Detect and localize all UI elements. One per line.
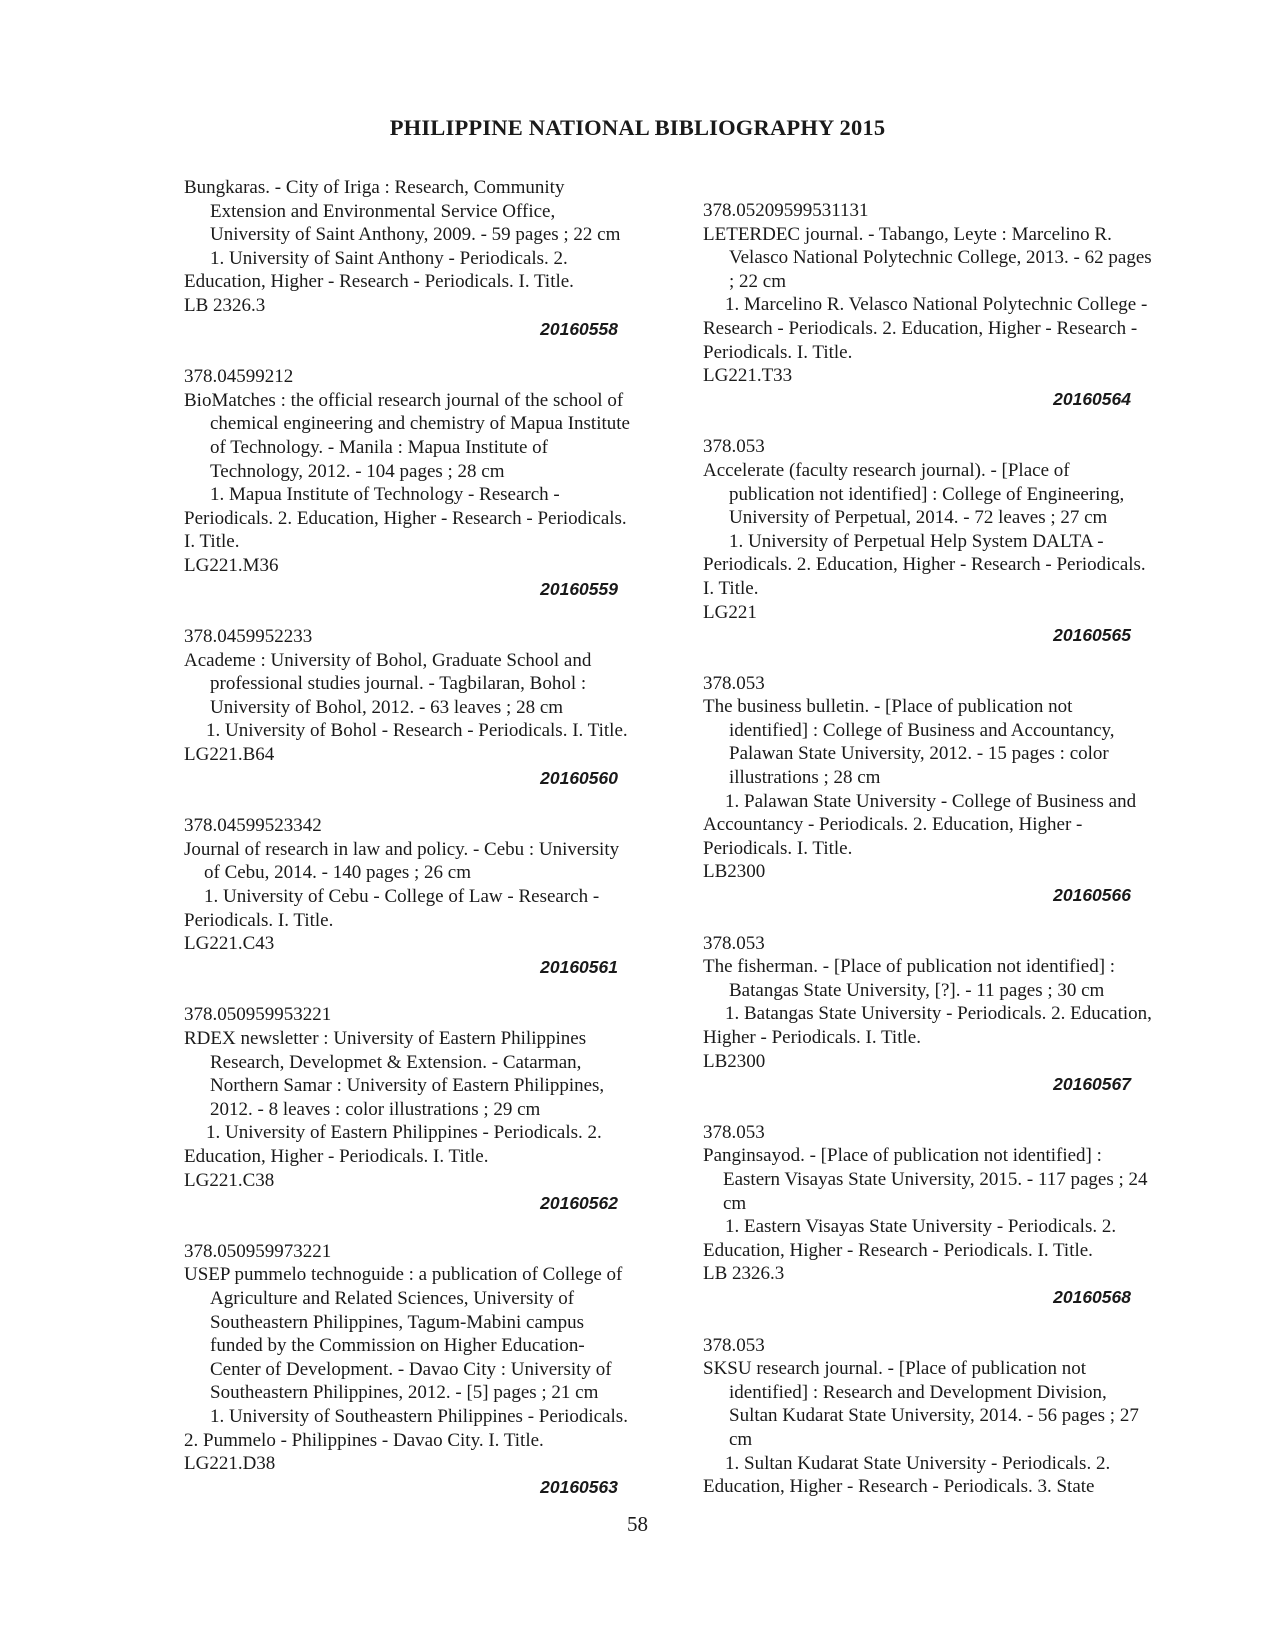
entry-number: 20160564: [1053, 388, 1131, 409]
entry-line: The business bulletin. - [Place of publication not: [703, 696, 1073, 718]
entry-number: 20160566: [1053, 885, 1131, 906]
entry-line: University of Perpetual, 2014. - 72 leaves ; 27 cm: [729, 507, 1108, 529]
entry-line: Agriculture and Related Sciences, University of: [210, 1287, 575, 1309]
entry-line: University of Bohol, 2012. - 63 leaves ; 28 cm: [210, 696, 564, 718]
entry-line: Periodicals. I. Title.: [703, 341, 853, 363]
entry-line: 1. University of Perpetual Help System DALTA -: [729, 530, 1104, 552]
entry-line: illustrations ; 28 cm: [729, 767, 881, 789]
call-number: LG221.B64: [184, 744, 275, 766]
entry-line: 1. University of Saint Anthony - Periodicals. 2.: [210, 247, 568, 269]
bibliography-entry: [184, 176, 654, 341]
bibliography-entry: [184, 1003, 654, 1215]
entry-line: RDEX newsletter : University of Eastern Philippines: [184, 1028, 587, 1049]
entry-line: 1. University of Southeastern Philippines - Periodicals.: [210, 1405, 628, 1427]
entry-line: I. Title.: [184, 531, 240, 553]
bibliography-entry: [703, 1334, 1173, 1499]
classification-number: 378.05209599531131: [703, 200, 869, 221]
call-number: LG221: [703, 601, 757, 623]
bibliography-entry: [184, 365, 654, 601]
entry-number: 20160559: [540, 578, 618, 599]
entry-line: 1. University of Bohol - Research - Periodicals. I. Title.: [206, 720, 628, 742]
classification-number: 378.04599212: [184, 366, 294, 388]
entry-number: 20160562: [540, 1193, 618, 1214]
entry-line: Periodicals. I. Title.: [703, 837, 853, 859]
entry-number: 20160565: [1053, 625, 1131, 646]
entry-line: BioMatches : the official research journal of the school of: [184, 389, 624, 411]
entry-line: Journal of research in law and policy. - Cebu : University: [184, 838, 620, 860]
entry-line: 1. Sultan Kudarat State University - Periodicals. 2.: [725, 1452, 1111, 1474]
entry-number: 20160567: [1053, 1074, 1131, 1095]
entry-line: 1. Mapua Institute of Technology - Research -: [210, 484, 560, 506]
entry-line: Palawan State University, 2012. - 15 pages : color: [729, 743, 1109, 765]
entry-line: Bungkaras. - City of Iriga : Research, Community: [184, 177, 565, 198]
entry-line: 1. University of Eastern Philippines - Periodicals. 2.: [206, 1122, 602, 1144]
entry-line: LETERDEC journal. - Tabango, Leyte : Marcelino R.: [703, 223, 1112, 245]
call-number: LB 2326.3: [703, 1263, 785, 1285]
entry-line: Education, Higher - Research - Periodicals. I. Title.: [703, 1239, 1093, 1261]
entry-line: 1. Marcelino R. Velasco National Polytechnic College -: [725, 294, 1148, 316]
call-number: LG221.M36: [184, 554, 279, 576]
call-number: LB2300: [703, 1050, 766, 1072]
entry-line: Panginsayod. - [Place of publication not identified] :: [703, 1145, 1102, 1167]
bibliography-entry: [703, 672, 1173, 908]
classification-number: 378.0459952233: [184, 626, 313, 648]
entry-line: ; 22 cm: [729, 270, 786, 292]
entry-line: Velasco National Polytechnic College, 2013. - 62 pages: [729, 247, 1152, 269]
page-title: PHILIPPINE NATIONAL BIBLIOGRAPHY 2015: [389, 115, 886, 140]
entry-line: identified] : College of Business and Accountancy,: [729, 719, 1115, 741]
entry-line: 1. Eastern Visayas State University - Periodicals. 2.: [725, 1216, 1117, 1238]
entry-line: Technology, 2012. - 104 pages ; 28 cm: [210, 460, 505, 482]
entry-number: 20160561: [540, 956, 618, 977]
entry-line: Southeastern Philippines, Tagum-Mabini campus: [210, 1311, 585, 1333]
classification-number: 378.050959953221: [184, 1004, 332, 1026]
call-number: LG221.C43: [184, 933, 275, 955]
classification-number: 378.053: [703, 1121, 765, 1143]
bibliography-entry: [703, 199, 1173, 411]
entry-line: 2012. - 8 leaves : color illustrations ; 29 cm: [210, 1098, 541, 1120]
bibliography-entry: [703, 932, 1173, 1097]
bibliography-entry: [184, 1240, 654, 1500]
entry-number: 20160563: [540, 1476, 618, 1497]
entry-line: 1. Palawan State University - College of Business and: [725, 790, 1137, 812]
classification-number: 378.053: [703, 672, 765, 694]
page-number: 58: [627, 1512, 648, 1536]
classification-number: 378.053: [703, 436, 765, 458]
entry-line: Education, Higher - Research - Periodicals. I. Title.: [184, 271, 574, 293]
entry-line: Extension and Environmental Service Office,: [210, 200, 556, 222]
entry-line: 1. University of Cebu - College of Law - Research -: [204, 886, 600, 908]
entry-line: USEP pummelo technoguide : a publication of College of: [184, 1264, 623, 1286]
entry-line: identified] : Research and Development Division,: [729, 1381, 1107, 1403]
entry-line: Education, Higher - Periodicals. I. Title.: [184, 1145, 489, 1167]
entry-line: Accelerate (faculty research journal). - [Place of: [703, 459, 1070, 481]
entry-line: chemical engineering and chemistry of Mapua Institute: [210, 413, 630, 435]
call-number: LG221.D38: [184, 1453, 276, 1475]
classification-number: 378.050959973221: [184, 1240, 332, 1262]
entry-line: Higher - Periodicals. I. Title.: [703, 1027, 921, 1048]
entry-line: Sultan Kudarat State University, 2014. - 56 pages ; 27: [729, 1405, 1139, 1427]
entry-line: 2. Pummelo - Philippines - Davao City. I. Title.: [184, 1429, 544, 1451]
bibliography-entry: [184, 625, 654, 790]
entry-line: Batangas State University, [?]. - 11 pages ; 30 cm: [729, 979, 1105, 1001]
entry-line: Eastern Visayas State University, 2015. - 117 pages ; 24: [723, 1168, 1148, 1190]
entry-line: Education, Higher - Research - Periodicals. 3. State: [703, 1476, 1095, 1498]
entry-line: Center of Development. - Davao City : University of: [210, 1358, 612, 1380]
entry-number: 20160560: [540, 767, 618, 788]
bibliography-entry: [184, 814, 654, 979]
entry-line: funded by the Commission on Higher Education-: [210, 1335, 585, 1357]
entry-number: 20160568: [1053, 1286, 1131, 1307]
entry-line: cm: [729, 1428, 753, 1450]
left-column: [184, 176, 654, 1523]
entry-line: publication not identified] : College of Engineering,: [729, 483, 1125, 505]
entry-line: Accountancy - Periodicals. 2. Education, Higher -: [703, 814, 1083, 836]
call-number: LG221.C38: [184, 1169, 275, 1191]
entry-line: 1. Batangas State University - Periodicals. 2. Education,: [725, 1003, 1152, 1025]
classification-number: 378.04599523342: [184, 815, 322, 837]
classification-number: 378.053: [703, 932, 765, 954]
entry-line: University of Saint Anthony, 2009. - 59 pages ; 22 cm: [210, 224, 621, 246]
entry-line: Academe : University of Bohol, Graduate School and: [184, 649, 592, 671]
call-number: LB2300: [703, 861, 766, 883]
entry-line: SKSU research journal. - [Place of publication not: [703, 1358, 1087, 1380]
bibliography-entry: [703, 435, 1173, 647]
call-number: LB 2326.3: [184, 294, 266, 316]
entry-line: I. Title.: [703, 577, 759, 599]
call-number: LG221.T33: [703, 365, 793, 387]
entry-line: of Cebu, 2014. - 140 pages ; 26 cm: [204, 862, 472, 884]
entry-line: Northern Samar : University of Eastern Philippines,: [210, 1075, 605, 1097]
entry-line: professional studies journal. - Tagbilaran, Bohol :: [210, 673, 587, 695]
entry-number: 20160558: [540, 318, 618, 339]
entry-line: cm: [723, 1192, 747, 1214]
entry-line: The fisherman. - [Place of publication not identified] :: [703, 956, 1116, 978]
entry-line: Southeastern Philippines, 2012. - [5] pages ; 21 cm: [210, 1382, 599, 1404]
entry-line: Periodicals. 2. Education, Higher - Research - Periodicals.: [703, 554, 1146, 576]
entry-line: Research - Periodicals. 2. Education, Higher - Research -: [703, 317, 1138, 339]
entry-line: Periodicals. I. Title.: [184, 909, 334, 931]
entry-line: of Technology. - Manila : Mapua Institute of: [210, 436, 548, 458]
right-column: [703, 199, 1173, 1523]
classification-number: 378.053: [703, 1334, 765, 1356]
bibliography-entry: [703, 1121, 1173, 1310]
entry-line: Periodicals. 2. Education, Higher - Research - Periodicals.: [184, 507, 627, 529]
entry-line: Research, Developmet & Extension. - Catarman,: [210, 1051, 582, 1073]
